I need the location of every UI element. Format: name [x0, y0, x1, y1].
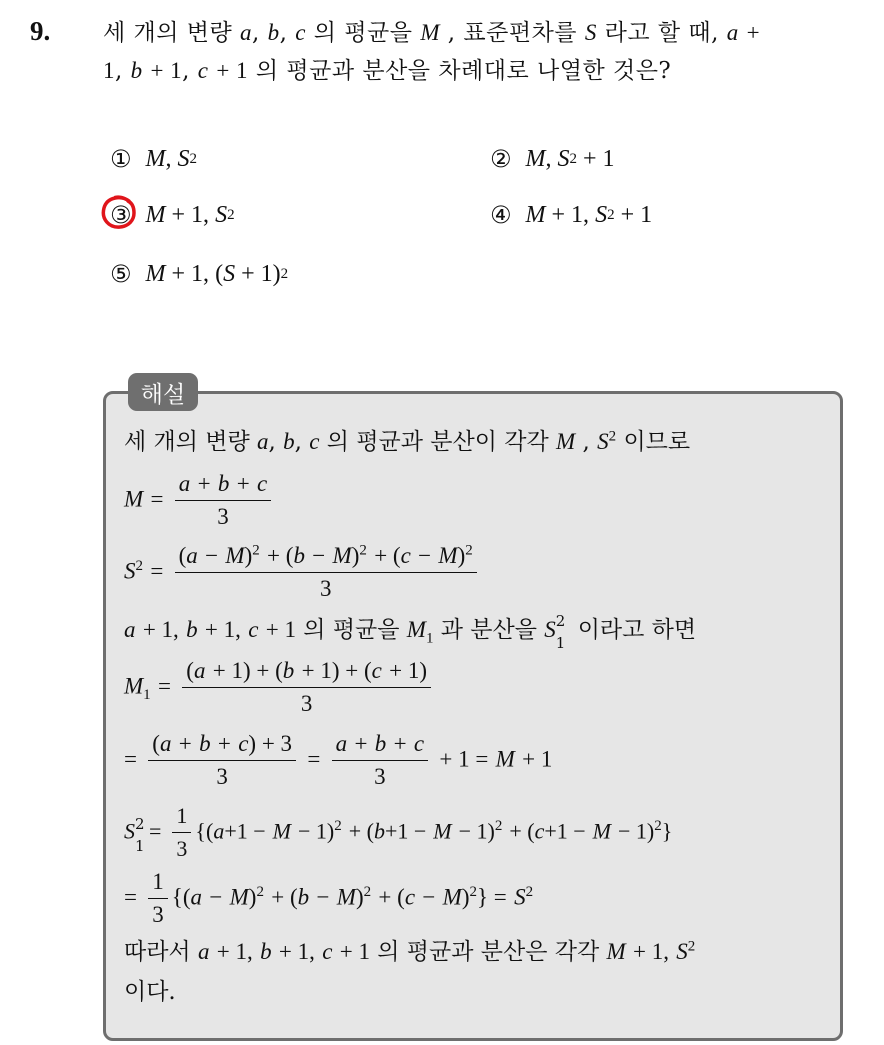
choice-3[interactable]: ③ M + 1, S 2 [110, 201, 235, 229]
solution-tab: 해설 [128, 373, 198, 411]
choice-4[interactable]: ④ M + 1, S 2 + 1 [490, 201, 653, 229]
solution-line-1: 세 개의 변량 a, b, c 의 평균과 분산이 각각 M , $S^2$ 이므로 [124, 428, 691, 455]
solution-line-4: a + 1, b + 1, c + 1 의 평균을 $M_1$ 과 분산을 S 2 1 이라고 하면 [124, 612, 697, 652]
solution-formula-new-mean: $M_1$ = $\frac{(a + 1) + (b + 1) + (c + 1)}{3}$ [124, 655, 435, 720]
solution-formula-new-variance-simplified: = $\frac{1}{3}$ $\{(a - M)^2 + (b - M)^2 + (c - M)^2\} = S^2$ [124, 866, 533, 931]
choice-number: ⑤ [110, 260, 132, 288]
choice-5[interactable]: ⑤ M + 1, ( S + 1) 2 [110, 260, 289, 288]
answer-mark-icon [99, 192, 141, 234]
question-number: 9. [30, 16, 51, 46]
solution-conclusion-1: 따라서 a + 1, b + 1, c + 1 의 평균과 분산은 각각 M + 1, $S^2$ [124, 938, 696, 965]
solution-formula-variance: $S^2$ = $\frac{(a - M)^2 + (b - M)^2 + (c - M)^2}{3}$ [124, 540, 481, 605]
question-line-2: 1, b + 1, c + 1 의 평균과 분산을 차례대로 나열한 것은? [103, 58, 672, 84]
solution-formula-new-mean-simplified: = $\frac{(a + b + c) + 3}{3}$ = $\frac{a + b + c}{3}$ + 1 = M + 1 [124, 728, 552, 793]
question-line-1: 세 개의 변량 a, b, c 의 평균을 M , 표준편차를 S 라고 할 때, a + [103, 20, 761, 46]
choice-number: ③ [110, 201, 132, 229]
choice-number: ④ [490, 201, 512, 229]
choice-number: ② [490, 145, 512, 173]
solution-conclusion-2: 이다. [124, 979, 176, 1005]
solution-formula-new-variance: S 2 1 = $\frac{1}{3}$ $\{(a+1 - M - 1)^2 + (b+1 - M - 1)^2 + (c+1 - M - 1)^2\}$ [124, 800, 672, 865]
question-text [103, 14, 873, 90]
choice-1[interactable]: ① M , S 2 [110, 145, 198, 173]
choice-2[interactable]: ② M , S 2 + 1 [490, 145, 615, 173]
solution-formula-mean: M = $\frac{a + b + c}{3}$ [124, 468, 275, 533]
choice-number: ① [110, 145, 132, 173]
